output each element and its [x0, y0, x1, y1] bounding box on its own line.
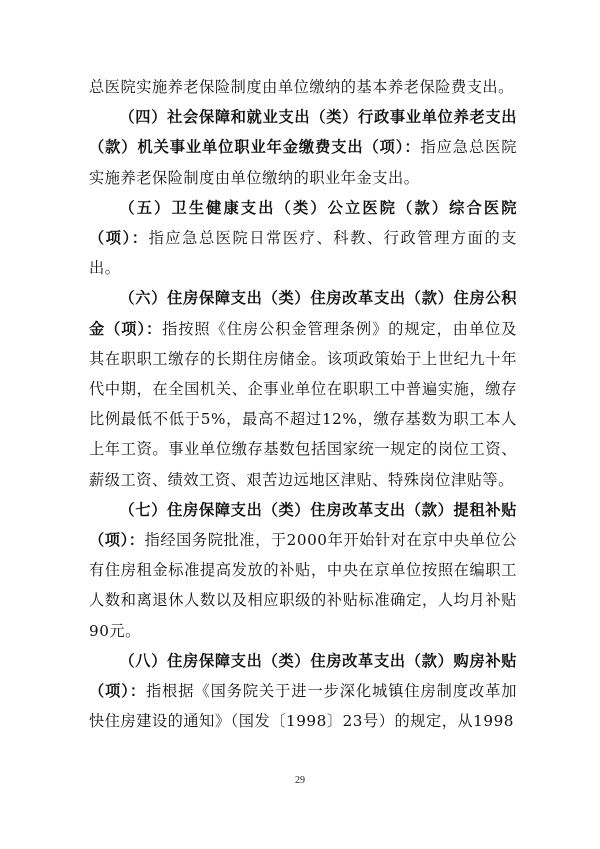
paragraph-text: 指应急总医院日常医疗、科教、行政管理方面的支出。 — [89, 229, 517, 278]
page-number: 29 — [295, 775, 305, 786]
paragraph-text: 指应急总医院实施养老保险制度由单位缴纳的职业年金支出。 — [89, 138, 517, 187]
section-heading-6: （六）住房保障支出（类）住房改革支出（款）住房公积金（项）： — [89, 289, 517, 338]
paragraph-text: 指按照《住房公积金管理条例》的规定，由单位及其在职职工缴存的长期住房储金。该项政策始于上世纪九十年代中期，在全国机关、企事业单位在职职工中普遍实施，缴存比例最低不低于5%，最高不超过12%，缴存基数为职工本人上年工资。事业单位缴存基数包括国家统一规定的岗位工资、薪级工资、绩效工资、艰苦边远地区津贴、特殊岗位津贴等。 — [89, 319, 517, 489]
paragraph-text: 指经国务院批准，于2000年开始针对在京中央单位公有住房租金标准提高发放的补贴，中央在京单位按照在编职工人数和离退休人数以及相应职级的补贴标准确定，人均月补贴90元。 — [89, 531, 517, 640]
paragraph-text: 总医院实施养老保险制度由单位缴纳的基本养老保险费支出。 — [89, 78, 514, 96]
paragraph-general-hospital — [89, 193, 517, 284]
section-heading-5: （五）卫生健康支出（类）公立医院（款）综合医院（项）： — [89, 198, 517, 248]
section-heading-8: （八）住房保障支出（类）住房改革支出（款）购房补贴（项）： — [89, 651, 517, 701]
document-body — [89, 72, 517, 736]
paragraph-pension-continued — [89, 72, 517, 102]
section-heading-7: （七）住房保障支出（类）住房改革支出（款）提租补贴（项）： — [89, 500, 517, 550]
paragraph-purchase-subsidy — [89, 646, 517, 737]
paragraph-housing-fund — [89, 283, 517, 494]
paragraph-occupational-annuity — [89, 102, 517, 193]
paragraph-rent-subsidy — [89, 495, 517, 646]
paragraph-text: 指根据《国务院关于进一步深化城镇住房制度改革加快住房建设的通知》（国发〔1998〕23号）的规定，从1998 — [89, 682, 517, 731]
section-heading-4: （四）社会保障和就业支出（类）行政事业单位养老支出（款）机关事业单位职业年金缴费支出（项）： — [89, 108, 517, 157]
